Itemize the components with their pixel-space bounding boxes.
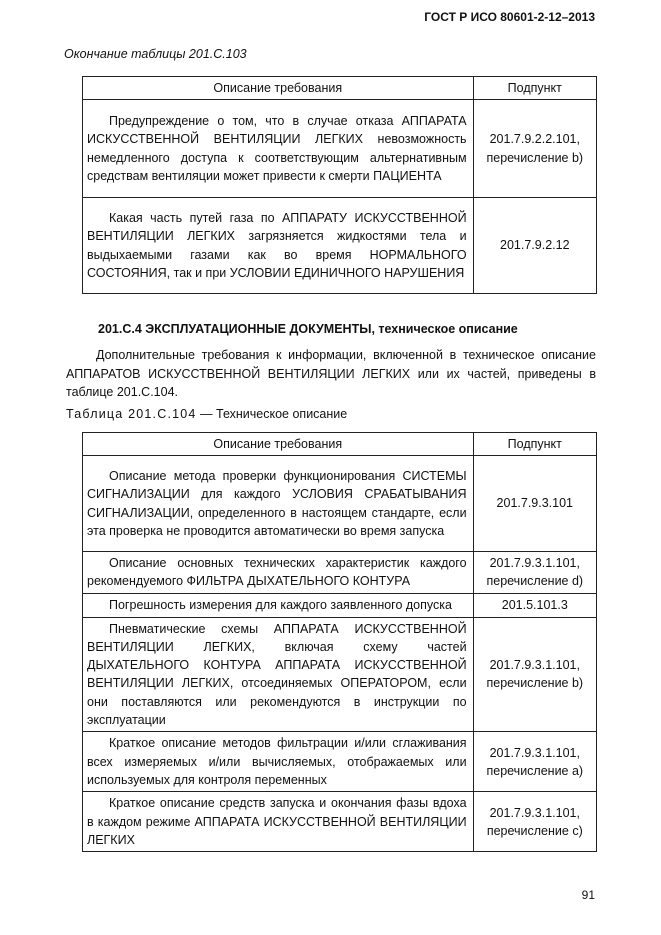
row-subclause	[473, 617, 596, 732]
subclause-line1: 201.7.9.3.1.101,	[489, 745, 580, 760]
row-description	[83, 593, 474, 617]
section-title-rest: техническое описание	[374, 322, 518, 336]
row-description-text: Предупреждение о том, что в случае отказа АППАРАТА ИСКУССТВЕННОЙ ВЕНТИЛЯЦИИ ЛЕГКИХ невозможность немедленного доступа к соответствующим альтернативным средствам вентиляции может привести к смерти ПАЦИЕНТА	[87, 113, 467, 183]
document-code-header: ГОСТ Р ИСО 80601-2-12–2013	[424, 10, 595, 24]
body-paragraph-text: Дополнительные требования к информации, включенной в техническое описание АППАРАТОВ ИСКУССТВЕННОЙ ВЕНТИЛЯЦИИ ЛЕГКИХ или их частей, приведены в таблице 201.С.104.	[66, 348, 596, 399]
table-caption-title: — Техническое описание	[196, 407, 348, 421]
subclause-line2: перечисление b)	[486, 150, 584, 165]
row-description	[83, 100, 474, 198]
row-description	[83, 456, 474, 552]
row-description	[83, 198, 474, 294]
row-subclause	[473, 198, 596, 294]
row-subclause	[473, 456, 596, 552]
row-description-text: Описание метода проверки функционирования СИСТЕМЫ СИГНАЛИЗАЦИИ для каждого УСЛОВИЯ СРАБАТЫВАНИЯ СИГНАЛИЗАЦИИ, определенного в настоящем стандарте, если эта проверка не проводится автоматически во время запуска	[87, 468, 467, 538]
table-row	[83, 198, 597, 294]
subclause-line2: перечисление c)	[486, 823, 583, 838]
row-subclause	[473, 593, 596, 617]
row-description	[83, 792, 474, 852]
row-description	[83, 617, 474, 732]
row-description-text: Краткое описание методов фильтрации и/или сглаживания всех измеряемых и/или вычисляемых, отображаемых или используемых для контроля переменных	[87, 736, 467, 788]
row-description-text: Пневматические схемы АППАРАТА ИСКУССТВЕННОЙ ВЕНТИЛЯЦИИ ЛЕГКИХ, включая схему частей ДЫХАТЕЛЬНОГО КОНТУРА АППАРАТА ИСКУССТВЕННОЙ ВЕНТИЛЯЦИИ ЛЕГКИХ, отсоединяемых ОПЕРАТОРОМ, если они поставляются или рекомендуются в инструкции по эксплуатации	[87, 621, 467, 728]
table-row	[83, 456, 597, 552]
subclause-line1: 201.7.9.2.2.101,	[489, 132, 580, 147]
page-number: 91	[581, 888, 595, 902]
row-subclause	[473, 552, 596, 594]
body-paragraph	[66, 346, 596, 402]
requirements-table-103-end	[82, 76, 597, 294]
table-row	[83, 617, 597, 732]
subclause-line2: перечисление b)	[486, 676, 584, 691]
table-header-row	[83, 433, 597, 456]
subclause-line2: перечисление a)	[486, 763, 584, 778]
section-title	[98, 322, 518, 336]
row-subclause	[473, 100, 596, 198]
row-subclause	[473, 792, 596, 852]
subclause-line1: 201.5.101.3	[501, 597, 568, 612]
table-row	[83, 100, 597, 198]
column-header-description: Описание требования	[83, 77, 474, 100]
row-description-text: Погрешность измерения для каждого заявленного допуска	[109, 597, 452, 612]
row-subclause	[473, 732, 596, 792]
table-header-row	[83, 77, 597, 100]
row-description-text: Краткое описание средств запуска и окончания фазы вдоха в каждом режиме АППАРАТА ИСКУССТВЕННОЙ ВЕНТИЛЯЦИИ ЛЕГКИХ	[87, 796, 467, 848]
column-header-subclause: Подпункт	[473, 77, 596, 100]
subclause-line2: перечисление d)	[486, 574, 584, 589]
column-header-description: Описание требования	[83, 433, 474, 456]
subclause-line1: 201.7.9.3.101	[496, 496, 574, 511]
subclause-line1: 201.7.9.3.1.101,	[489, 805, 580, 820]
continuation-caption: Окончание таблицы 201.С.103	[64, 47, 247, 61]
table-caption	[66, 407, 347, 421]
row-description	[83, 732, 474, 792]
table-row	[83, 732, 597, 792]
table-row	[83, 593, 597, 617]
table-row	[83, 552, 597, 594]
subclause-line1: 201.7.9.3.1.101,	[489, 556, 580, 570]
row-description-text: Описание основных технических характеристик каждого рекомендуемого ФИЛЬТРА ДЫХАТЕЛЬНОГО КОНТУРА	[87, 556, 467, 589]
technical-description-table-104	[82, 432, 597, 852]
table-caption-label: Таблица 201.С.104	[66, 407, 197, 421]
row-description	[83, 552, 474, 594]
column-header-subclause: Подпункт	[473, 433, 596, 456]
subclause-line1: 201.7.9.3.1.101,	[489, 658, 580, 673]
section-title-bold: 201.С.4 ЭКСПЛУАТАЦИОННЫЕ ДОКУМЕНТЫ,	[98, 322, 375, 336]
table-row	[83, 792, 597, 852]
row-description-text: Какая часть путей газа по АППАРАТУ ИСКУССТВЕННОЙ ВЕНТИЛЯЦИИ ЛЕГКИХ загрязняется жидкостями тела и выдыхаемыми газами как во время НОРМАЛЬНОГО СОСТОЯНИЯ, так и при УСЛОВИИ ЕДИНИЧНОГО НАРУШЕНИЯ	[87, 210, 467, 280]
subclause-line1: 201.7.9.2.12	[500, 238, 570, 253]
